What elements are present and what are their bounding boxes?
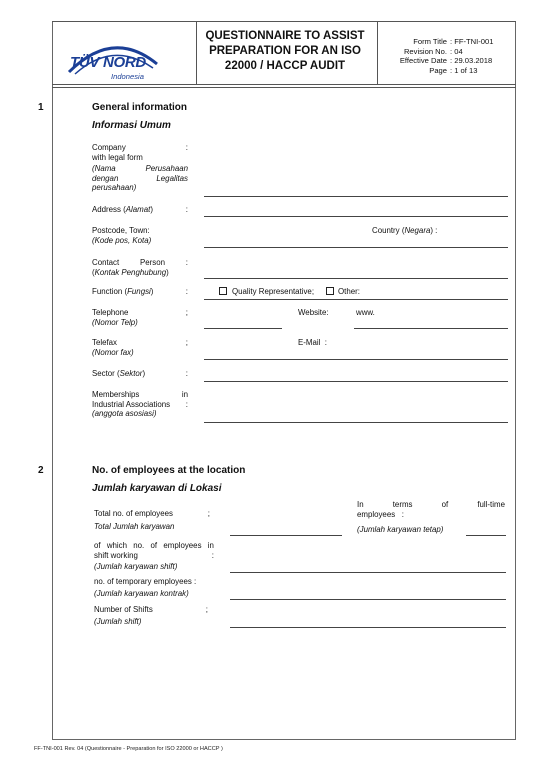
- header-bottom-rule-2: [52, 87, 516, 88]
- fulltime-employees-label: In terms of full-time employees : (Jumlah karyawan tetap): [357, 500, 505, 535]
- website-prefix: www.: [356, 308, 375, 317]
- document-title: [200, 29, 370, 74]
- email-label: E-Mail :: [298, 338, 327, 347]
- temporary-employees-label: no. of temporary employees : (Jumlah karyawan kontrak): [94, 577, 197, 598]
- country-label: Country (Negara) :: [372, 226, 438, 235]
- memberships-field[interactable]: [204, 422, 508, 423]
- telephone-field[interactable]: [204, 328, 282, 329]
- function-label: Function (Fungsi) :: [92, 287, 188, 296]
- section-2-subtitle: Jumlah karyawan di Lokasi: [92, 483, 222, 494]
- sector-field[interactable]: [204, 381, 508, 382]
- memberships-label: Memberships in Industrial Associations : (anggota asosiasi): [92, 390, 188, 419]
- quality-representative-checkbox[interactable]: [219, 287, 227, 295]
- section-2-number: 2: [38, 465, 44, 476]
- number-of-shifts-label: Number of Shifts ; (Jumlah shift): [94, 605, 208, 626]
- shift-employees-label: of which no. of employees in shift working : (Jumlah karyawan shift): [94, 541, 214, 572]
- section-1-title: General information: [92, 102, 188, 113]
- address-field[interactable]: [204, 216, 508, 217]
- shift-employees-field[interactable]: [230, 572, 506, 573]
- title-line-1: QUESTIONNAIRE TO ASSIST: [205, 30, 365, 42]
- meta-page: Page : 1 of 13: [429, 65, 478, 75]
- meta-effective-date: Effective Date : 29.03.2018: [399, 56, 493, 65]
- meta-revision: Revision No. : 04: [403, 46, 463, 56]
- total-employees-field[interactable]: [230, 535, 342, 536]
- address-label: Address (Alamat) :: [92, 205, 188, 214]
- section-2-title: No. of employees at the location: [92, 465, 246, 476]
- section-1-number: 1: [38, 102, 44, 113]
- telefax-email-field[interactable]: [204, 359, 508, 360]
- title-line-2: PREPARATION FOR AN ISO: [209, 45, 361, 57]
- other-function-label: Other:: [338, 287, 360, 296]
- company-field[interactable]: [204, 196, 508, 197]
- page-footer: FF-TNI-001 Rev. 04 (Questionnaire - Preparation for ISO 22000 or HACCP ): [34, 746, 223, 752]
- total-employees-label: Total no. of employees ; Total Jumlah karyawan: [94, 509, 210, 531]
- header-top-rule: [52, 21, 516, 22]
- contact-person-field[interactable]: [204, 278, 508, 279]
- header-bottom-rule: [52, 84, 516, 85]
- logo-subtitle: Indonesia: [111, 72, 144, 81]
- number-of-shifts-field[interactable]: [230, 627, 506, 628]
- sector-label: Sector (Sektor) :: [92, 369, 188, 378]
- section-1-subtitle: Informasi Umum: [92, 120, 171, 131]
- title-line-3: 22000 / HACCP AUDIT: [224, 60, 346, 72]
- quality-representative-label: Quality Representative;: [232, 287, 315, 296]
- meta-form-title: Form Title : FF-TNI-001: [413, 37, 494, 46]
- document-meta: [386, 37, 493, 75]
- website-label: Website:: [298, 308, 329, 317]
- logo-wordmark: TÜV NORD: [70, 54, 146, 71]
- postcode-country-field[interactable]: [204, 247, 508, 248]
- function-field[interactable]: [204, 299, 508, 300]
- contact-person-label: Contact Person : (Kontak Penghubung): [92, 258, 188, 277]
- telephone-label: Telephone ; (Nomor Telp): [92, 308, 188, 327]
- company-label: Company : with legal form (Nama Perusahaan dengan Legalitas perusahaan): [92, 143, 188, 193]
- header-divider-right: [377, 21, 378, 85]
- other-function-checkbox[interactable]: [326, 287, 334, 295]
- website-field[interactable]: [354, 328, 508, 329]
- postcode-label: Postcode, Town: (Kode pos, Kota): [92, 226, 152, 245]
- temporary-employees-field[interactable]: [230, 599, 506, 600]
- telefax-label: Telefax ; (Nomor fax): [92, 338, 188, 357]
- header-divider-left: [196, 21, 197, 85]
- fulltime-employees-field[interactable]: [466, 535, 506, 536]
